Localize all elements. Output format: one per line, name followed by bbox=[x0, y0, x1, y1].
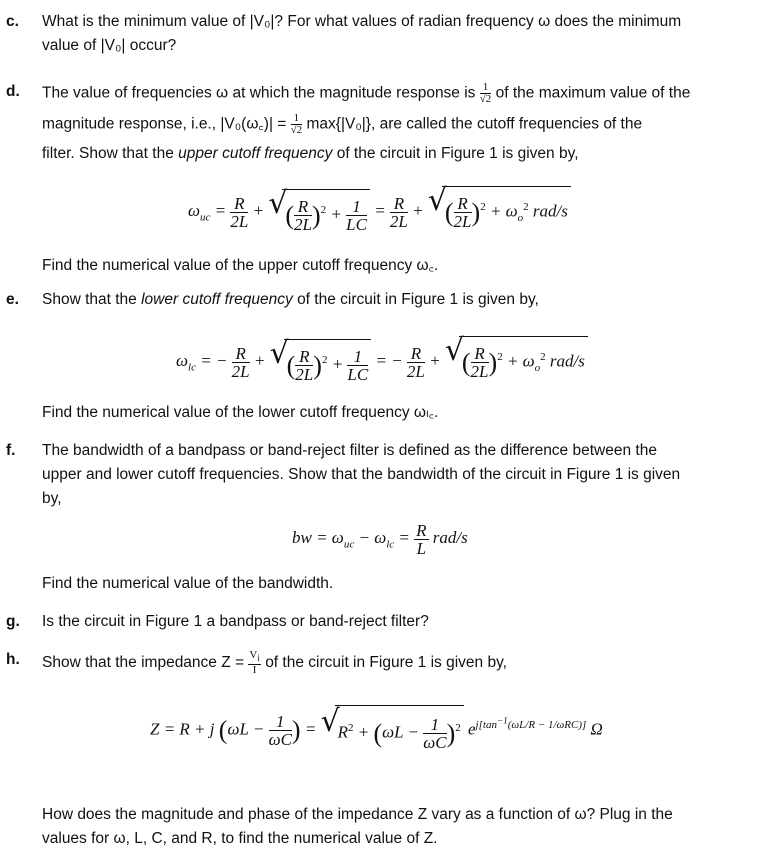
item-c-line2: value of |V₀| occur? bbox=[42, 37, 177, 54]
equation-lower-cutoff: $\omega_{lc}$ = − $\frac{R}{2L}$ + √ ( $\frac{R}{2L}$ )$^2$ + $\frac{1}{LC}$ = − $\frac{R}{2L}$ + √ ( $\frac{R}{2L}$ )$^2 + \omega_o^2$ rad/s bbox=[176, 336, 588, 388]
item-f-line2: upper and lower cutoff frequencies. Show that the bandwidth of the circuit in Figure 1 is given bbox=[42, 466, 681, 483]
item-g-label: g. bbox=[6, 613, 20, 630]
item-h-label: h. bbox=[6, 651, 20, 668]
item-h-question-line1: How does the magnitude and phase of the impedance Z vary as a function of ω? Plug in the bbox=[42, 806, 673, 823]
item-e-find: Find the numerical value of the lower cutoff frequency ωₗ꜀. bbox=[42, 404, 439, 421]
item-d-line3: filter. Show that the upper cutoff frequency of the circuit in Figure 1 is given by, bbox=[42, 145, 579, 162]
item-g-line1: Is the circuit in Figure 1 a bandpass or band-reject filter? bbox=[42, 613, 429, 630]
item-f-find: Find the numerical value of the bandwidth. bbox=[42, 575, 334, 592]
equation-impedance: Z = R + j (ωL − $\frac{1}{\omega C}$ ) = √ $R^2 + (\omega L$ − $\frac{1}{\omega C}$ )$^2$ $e^{j[tan^{-1}(\omega L/R - 1/\omega RC)]}$ Ω bbox=[150, 698, 603, 756]
item-d-line1: The value of frequencies ω at which the magnitude response is $\frac{1}{√2}$ of the maximum value of the bbox=[42, 81, 691, 105]
item-d-label: d. bbox=[6, 83, 20, 100]
item-c-label: c. bbox=[6, 13, 19, 30]
item-d-line2: magnitude response, i.e., |V₀(ω꜀)| = $\frac{1}{√2}$ max{|V₀|}, are called the cutoff frequencies of the bbox=[42, 112, 643, 136]
item-d-find: Find the numerical value of the upper cutoff frequency ω꜀. bbox=[42, 257, 439, 274]
item-e-label: e. bbox=[6, 291, 19, 308]
item-f-line1: The bandwidth of a bandpass or band-reject filter is defined as the difference between the bbox=[42, 442, 657, 459]
item-e-line1: Show that the lower cutoff frequency of the circuit in Figure 1 is given by, bbox=[42, 291, 539, 308]
item-h-line1: Show that the impedance Z = $\frac{V_i}{I}$ of the circuit in Figure 1 is given by, bbox=[42, 649, 507, 677]
item-c-line1: What is the minimum value of |V₀|? For what values of radian frequency ω does the minimum bbox=[42, 13, 682, 30]
equation-upper-cutoff: $\omega_{uc}$ = $\frac{R}{2L}$ + √ ( $\frac{R}{2L}$ )$^2$ + $\frac{1}{LC}$ = $\frac{R}{2L}$ + √ ( $\frac{R}{2L}$ )$^2 + \omega_o^2$ rad/s bbox=[188, 186, 571, 238]
item-h-question-line2: values for ω, L, C, and R, to find the numerical value of Z. bbox=[42, 830, 438, 847]
equation-bandwidth: bw = $\omega_{uc} - \omega_{lc}$ = $\frac{R}{L}$ rad/s bbox=[292, 520, 468, 558]
item-f-line3: by, bbox=[42, 490, 62, 507]
item-f-label: f. bbox=[6, 442, 16, 459]
